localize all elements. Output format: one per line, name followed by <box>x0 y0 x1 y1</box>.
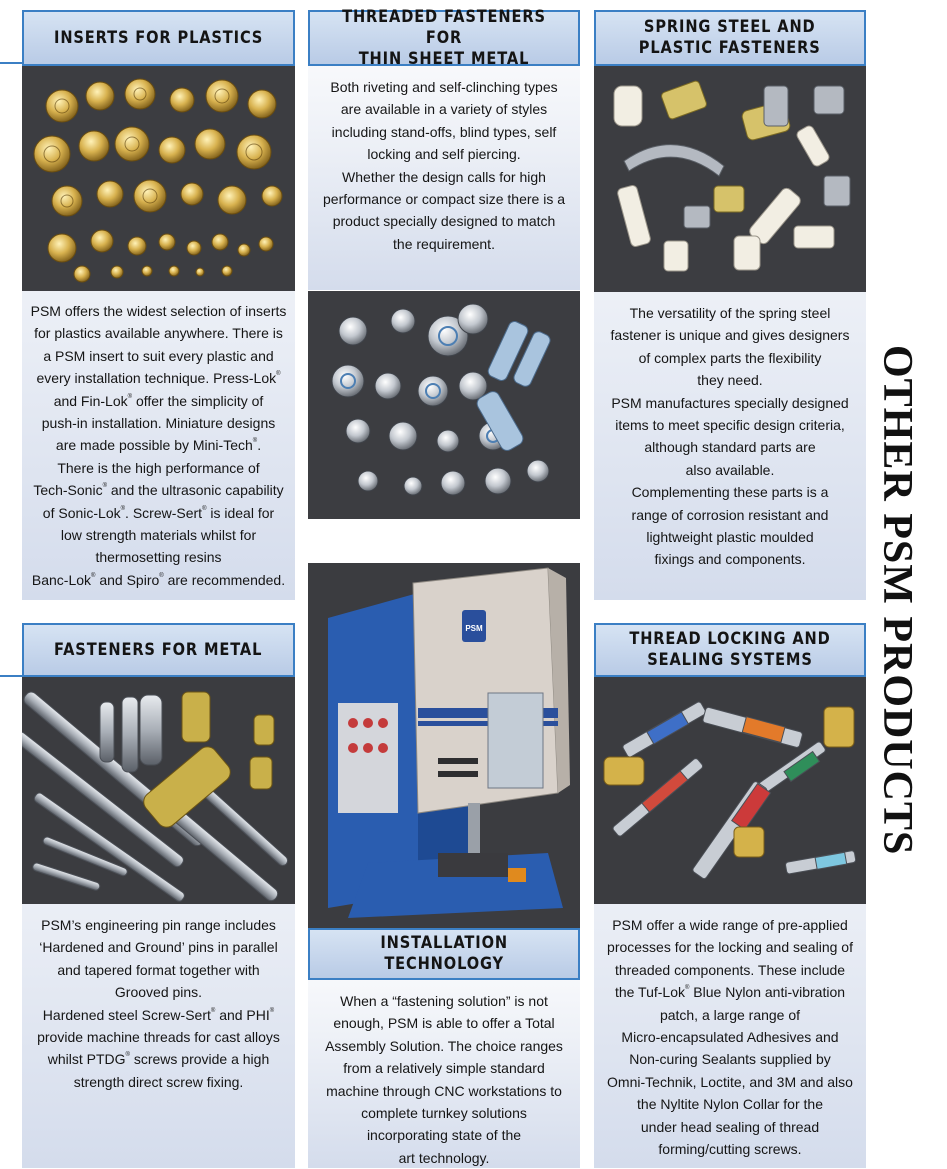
text-line <box>22 569 295 591</box>
text-line: although standard parts are <box>644 439 816 456</box>
registered-mark: ® <box>202 505 207 512</box>
text-line: incorporating state of the <box>366 1127 522 1144</box>
text-line: The versatility of the spring steel <box>629 305 831 321</box>
spring-photo <box>594 66 866 292</box>
text-fragment: screws provide a high <box>133 1051 270 1068</box>
accent-rule-middle <box>0 675 22 677</box>
text-fragment: . Screw-Sert <box>125 504 203 521</box>
text-line: processes for the locking and sealing of <box>607 939 853 956</box>
text-line: PSM’s engineering pin range includes <box>41 917 276 933</box>
text-line: they need. <box>697 372 763 389</box>
thread-locking-body <box>594 914 866 1160</box>
text-line <box>22 479 295 501</box>
text-line: Complementing these parts is a <box>631 484 829 501</box>
text-line: There is the high performance of <box>57 459 260 476</box>
registered-mark: ® <box>159 572 164 579</box>
text-fragment: every installation technique. Press-Lok <box>36 370 277 387</box>
registered-mark: ® <box>210 1007 216 1014</box>
text-fragment: are made possible by Mini-Tech <box>55 437 253 454</box>
text-line <box>22 434 295 456</box>
text-line <box>22 502 295 524</box>
text-fragment: . <box>257 437 262 454</box>
text-line: Assembly Solution. The choice ranges <box>325 1037 563 1054</box>
text-line: thermosetting resins <box>95 549 222 566</box>
inserts-title: INSERTS FOR PLASTICS <box>53 27 264 48</box>
metal-photo <box>22 677 295 904</box>
coated-screws-image <box>594 677 866 904</box>
text-line: the Nyltite Nylon Collar for the <box>637 1096 823 1113</box>
text-line: Non-curing Sealants supplied by <box>629 1051 831 1068</box>
registered-mark: ® <box>127 393 133 400</box>
text-line: Grooved pins. <box>114 984 203 1001</box>
text-fragment: is ideal for <box>210 504 275 521</box>
metal-body <box>22 914 295 1093</box>
text-line: PSM offer a wide range of pre-applied <box>612 917 848 933</box>
registered-mark: ® <box>91 572 96 579</box>
inserts-body <box>22 300 295 591</box>
text-line: a PSM insert to suit every plastic and <box>43 347 274 364</box>
text-line: low strength materials whilst for <box>60 527 257 544</box>
text-line: When a “fastening solution” is not <box>340 993 548 1009</box>
spring-steel-clips-image <box>594 66 866 292</box>
text-line: PSM manufactures specially designed <box>611 394 849 411</box>
text-line: threaded components. These include <box>614 961 846 978</box>
text-line: range of corrosion resistant and <box>631 506 829 523</box>
text-line: art technology. <box>398 1149 490 1166</box>
text-line <box>594 981 866 1003</box>
text-line: of complex parts the flexibility <box>638 349 822 366</box>
text-line: Omni-Technik, Loctite, and 3M and also <box>607 1073 853 1090</box>
text-fragment: and PHI <box>219 1006 270 1023</box>
accent-rule-top <box>0 62 22 64</box>
text-line: Whether the design calls for high <box>342 168 546 185</box>
side-title <box>862 320 932 880</box>
text-line: strength direct screw fixing. <box>73 1073 244 1090</box>
threaded-photo <box>308 291 580 519</box>
text-line: for plastics available anywhere. There is <box>34 325 283 342</box>
registered-mark: ® <box>276 371 281 378</box>
text-line: provide machine threads for cast alloys <box>37 1029 280 1046</box>
text-line: product specially designed to match <box>332 213 556 230</box>
text-line <box>22 390 295 412</box>
text-fragment: Blue Nylon anti-vibration <box>693 984 846 1001</box>
text-line: enough, PSM is able to offer a Total <box>333 1015 555 1032</box>
threaded-body <box>308 76 580 255</box>
self-clinching-fasteners-image <box>308 291 580 519</box>
machine-logo-text: PSM <box>465 624 483 633</box>
text-fragment: and Fin-Lok <box>53 392 128 409</box>
side-title-text: OTHER PSM PRODUCTS <box>874 344 920 856</box>
text-line: complete turnkey solutions <box>361 1105 527 1122</box>
text-line: and tapered format together with <box>57 961 260 978</box>
text-line <box>22 1048 295 1070</box>
text-line: fixings and components. <box>654 551 806 568</box>
text-fragment: and Spiro <box>99 571 160 588</box>
inserts-photo <box>22 66 295 291</box>
text-fragment: whilst PTDG <box>47 1051 126 1068</box>
text-line: fastener is unique and gives designers <box>610 327 850 344</box>
thread-locking-title: THREAD LOCKING AND SEALING SYSTEMS <box>629 629 831 670</box>
text-line: under head sealing of thread <box>640 1118 820 1135</box>
installation-photo <box>308 563 580 928</box>
installation-title: INSTALLATION TECHNOLOGY <box>380 933 508 974</box>
text-line: the requirement. <box>393 235 495 252</box>
text-fragment: and the ultrasonic capability <box>110 482 284 499</box>
text-line: from a relatively simple standard <box>343 1060 545 1077</box>
spring-title: SPRING STEEL AND PLASTIC FASTENERS <box>639 17 821 58</box>
text-line: are available in a variety of styles <box>340 101 548 118</box>
spring-header <box>594 10 866 66</box>
text-line: Micro-encapsulated Adhesives and <box>621 1029 839 1046</box>
text-line <box>22 367 295 389</box>
text-line: items to meet specific design criteria, <box>615 417 845 434</box>
text-line: performance or compact size there is a <box>323 191 565 208</box>
text-fragment: Banc-Lok <box>31 571 92 588</box>
registered-mark: ® <box>269 1007 275 1014</box>
text-fragment: of Sonic-Lok <box>42 504 121 521</box>
text-line: including stand-offs, blind types, self <box>331 123 557 140</box>
text-fragment: Tech-Sonic <box>33 482 103 499</box>
press-machine-image <box>308 563 580 928</box>
spring-body <box>594 302 866 571</box>
installation-header <box>308 928 580 980</box>
text-line: lightweight plastic moulded <box>646 529 814 546</box>
text-line <box>22 1004 295 1026</box>
brass-inserts-image <box>22 66 295 291</box>
text-line: machine through CNC workstations to <box>326 1082 562 1099</box>
engineering-pins-image <box>22 677 295 904</box>
text-line: locking and self piercing. <box>367 146 521 163</box>
registered-mark: ® <box>252 438 258 445</box>
installation-body <box>308 990 580 1169</box>
text-fragment: are recommended. <box>167 571 286 588</box>
text-line: forming/cutting screws. <box>658 1141 802 1158</box>
thread-locking-photo <box>594 677 866 904</box>
metal-header <box>22 623 295 677</box>
threaded-title: THREADED FASTENERS FOR THIN SHEET METAL <box>342 6 546 69</box>
registered-mark: ® <box>120 505 126 512</box>
threaded-header <box>308 6 580 69</box>
metal-title: FASTENERS FOR METAL <box>54 639 263 660</box>
text-line: push-in installation. Miniature designs <box>41 415 276 432</box>
registered-mark: ® <box>125 1052 130 1059</box>
text-line: ‘Hardened and Ground’ pins in parallel <box>39 939 278 956</box>
text-line: patch, a large range of <box>659 1006 801 1023</box>
text-fragment: Hardened steel Screw-Sert <box>42 1006 211 1023</box>
thread-locking-header <box>594 623 866 677</box>
text-fragment: the Tuf-Lok <box>614 984 685 1001</box>
inserts-header <box>22 10 295 66</box>
text-line: Both riveting and self-clinching types <box>330 79 558 95</box>
registered-mark: ® <box>684 985 690 992</box>
text-line: also available. <box>685 461 775 478</box>
text-fragment: offer the simplicity of <box>135 392 264 409</box>
registered-mark: ® <box>102 483 107 490</box>
text-line: PSM offers the widest selection of inserts <box>30 303 287 319</box>
